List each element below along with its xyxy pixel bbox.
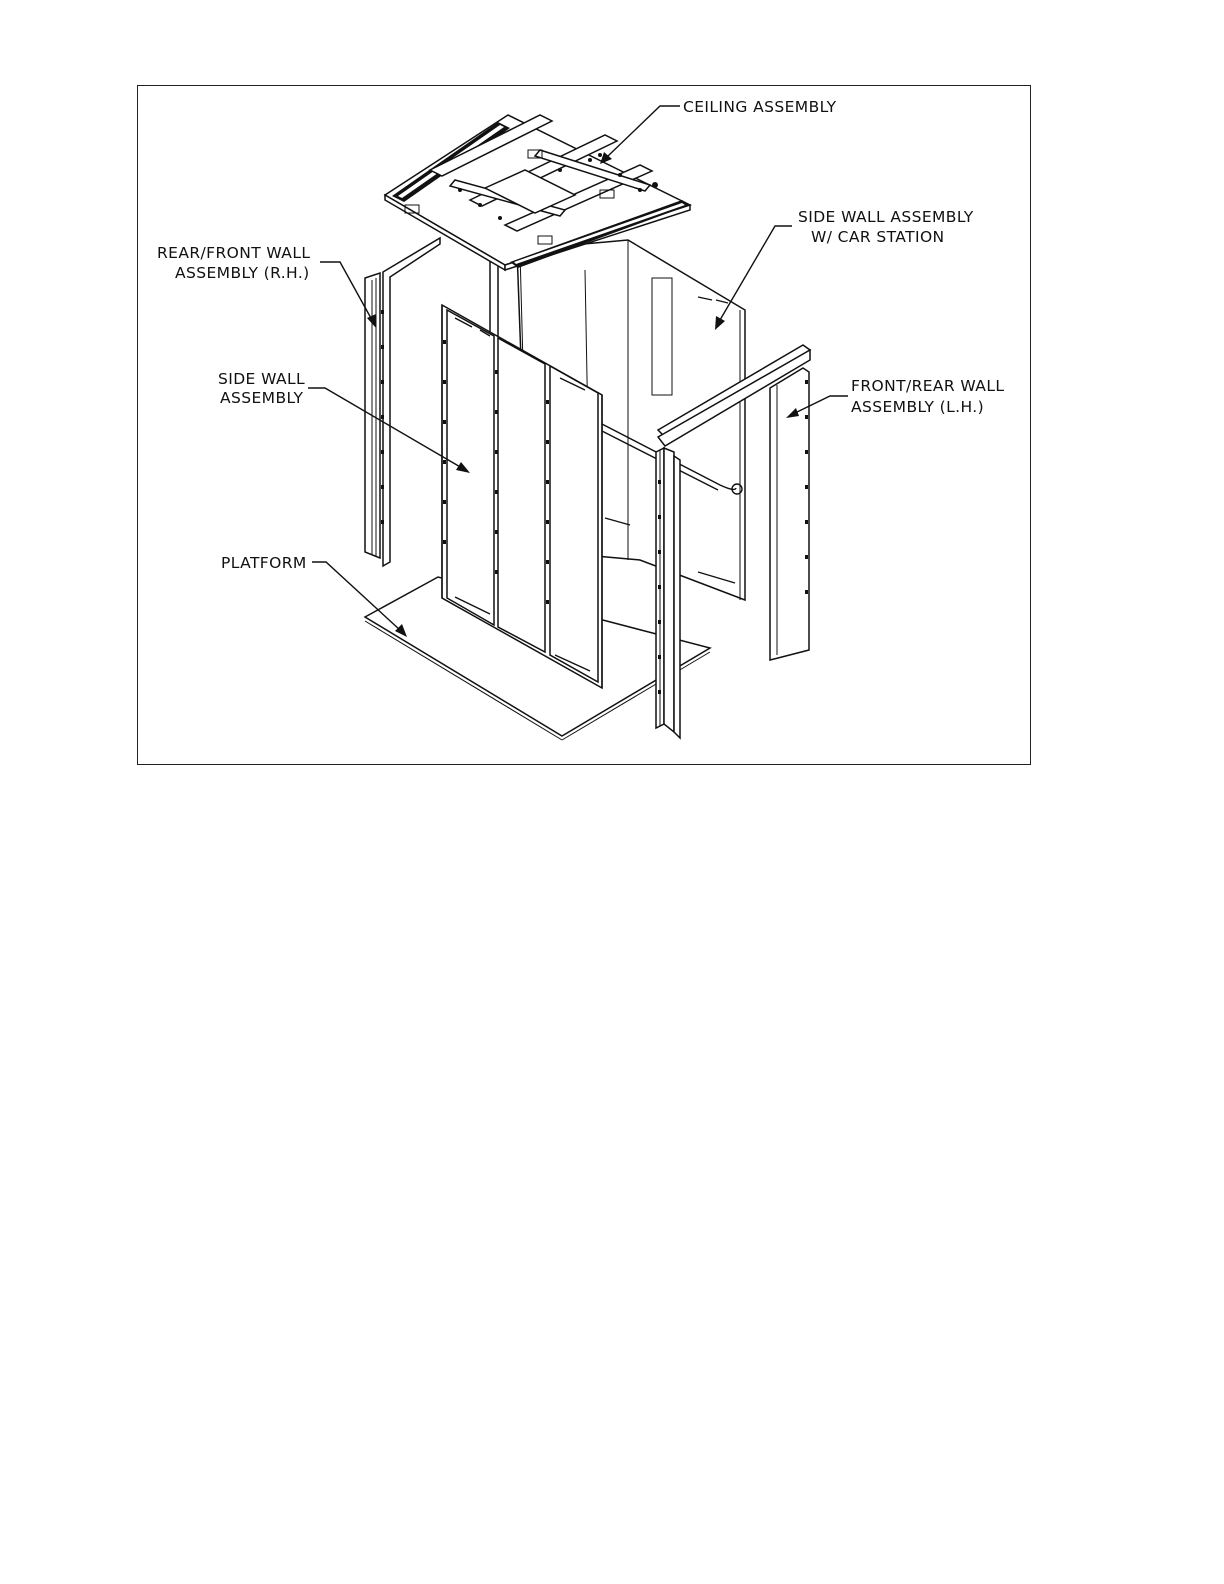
label-ceiling-assembly: CEILING ASSEMBLY <box>683 98 837 116</box>
label-side-wall-car-station-1: SIDE WALL ASSEMBLY <box>798 208 974 226</box>
label-rear-front-wall-1: REAR/FRONT WALL <box>157 244 311 262</box>
label-platform: PLATFORM <box>221 554 307 572</box>
label-front-rear-wall-1: FRONT/REAR WALL <box>851 377 1005 395</box>
label-side-wall-car-station-2: W/ CAR STATION <box>811 228 945 246</box>
label-front-rear-wall-2: ASSEMBLY (L.H.) <box>851 398 985 416</box>
label-side-wall-2: ASSEMBLY <box>220 389 304 407</box>
label-rear-front-wall-2: ASSEMBLY (R.H.) <box>175 264 310 282</box>
label-side-wall-1: SIDE WALL <box>218 370 306 388</box>
leader-ceiling <box>600 106 680 164</box>
rear-front-wall-rh <box>365 238 440 566</box>
